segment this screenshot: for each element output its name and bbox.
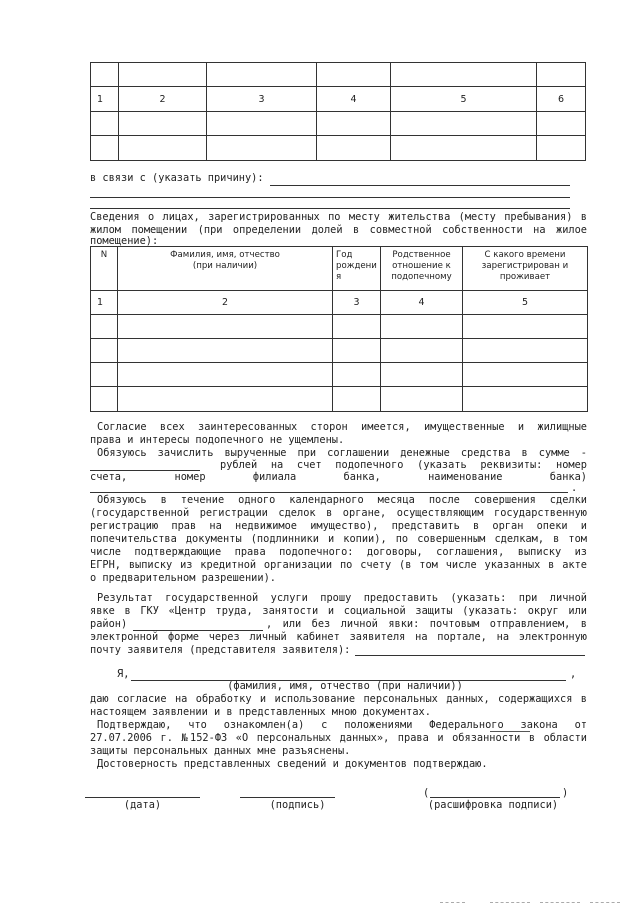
obligation1-line: счета, номер филиала банка, наименование банка): [90, 471, 587, 483]
header-since: С какого времени зарегистрирован и проживает: [463, 247, 588, 291]
registered-cell: [333, 315, 381, 339]
top-table-cell: [537, 112, 586, 136]
registered-cell: [381, 315, 463, 339]
scan-artifact: [440, 902, 465, 903]
top-table-cell: [317, 112, 391, 136]
registered-cell: [463, 363, 588, 387]
registered-cell: [381, 387, 463, 412]
result-line: , или без личной явки: почтовым отправлением, в: [266, 618, 587, 630]
top-table-cell: [207, 63, 317, 87]
registered-line: помещение):: [90, 235, 159, 247]
obligation1-end: .: [571, 482, 578, 494]
decoding-close: ): [562, 787, 569, 799]
confirm-line: защиты персональных данных мне разъяснены.: [90, 745, 351, 757]
signature-caption: (подпись): [269, 799, 326, 811]
top-table-cell: [119, 136, 207, 161]
top-table-col-number: 1: [91, 87, 119, 112]
obligation2-line: (государственной регистрации сделок в органе, осуществляющим государственную: [90, 507, 587, 519]
top-table-cell: [391, 112, 537, 136]
top-table-cell: [537, 63, 586, 87]
consent-line: Согласие всех заинтересованных сторон имеется, имущественные и жилищные: [97, 421, 587, 433]
top-table-cell: [391, 63, 537, 87]
registered-col-number: 1: [91, 291, 118, 315]
registered-cell: [118, 339, 333, 363]
obligation1-line: рублей на счет подопечного (указать реквизиты: номер: [220, 459, 587, 471]
consent-line: права и интересы подопечного не ущемлены.: [90, 434, 345, 446]
personal-ya: Я,: [117, 668, 130, 680]
top-table-cell: [391, 136, 537, 161]
header-relation: Родственное отношение к подопечному: [381, 247, 463, 291]
top-table-col-number: 5: [391, 87, 537, 112]
result-line: почту заявителя (представителя заявителя):: [90, 644, 351, 656]
registered-cell: [91, 363, 118, 387]
result-line: район): [90, 618, 128, 630]
header-year: Год рождени я: [333, 247, 381, 291]
registered-line: жилом помещении (при определении долей в совместной собственности на жилое: [90, 224, 587, 236]
top-table: [90, 62, 586, 161]
top-table-cell: [119, 112, 207, 136]
obligation2-line: Обязуюсь в течение одного календарного месяца после совершения сделки: [97, 494, 587, 506]
obligation2-line: попечительства документы (подлинники и копии), по совершенным сделкам, в том: [90, 533, 587, 545]
registered-cell: [91, 339, 118, 363]
registered-table: [90, 246, 588, 412]
fullname-caption: (фамилия, имя, отчество (при наличии)): [227, 680, 463, 692]
registered-cell: [333, 363, 381, 387]
decoding-caption: (расшифровка подписи): [427, 799, 559, 811]
registered-col-number: 3: [333, 291, 381, 315]
scan-artifact: [540, 902, 580, 903]
obligation2-line: регистрацию прав на недвижимое имущество), представить в орган опеки и: [90, 520, 587, 532]
top-table-cell: [207, 112, 317, 136]
reason-field[interactable]: [270, 185, 570, 186]
header-fio: Фамилия, имя, отчество (при наличии): [118, 247, 333, 291]
registered-cell: [381, 363, 463, 387]
top-table-cell: [537, 136, 586, 161]
registered-cell: [463, 339, 588, 363]
top-table-cell: [91, 136, 119, 161]
top-table-col-number: 3: [207, 87, 317, 112]
top-table-col-number: 6: [537, 87, 586, 112]
confirm-line: 27.07.2006 г. №152-ФЗ «О персональных данных», права и обязанности в области: [90, 732, 587, 744]
reason-label: в связи с (указать причину):: [90, 172, 264, 184]
obligation2-line: числе подтверждающие права подопечного: договоры, соглашения, выписку из: [90, 546, 587, 558]
decoding-open: (: [423, 787, 430, 799]
obligation2-line: ЕГРН, выписку из кредитной организации по счету (в том числе указанных в акте: [90, 559, 587, 571]
top-table-cell: [119, 63, 207, 87]
reason-field-line[interactable]: [90, 208, 570, 209]
registered-cell: [463, 387, 588, 412]
obligation2-line: о предварительном разрешении).: [90, 572, 276, 584]
registered-cell: [118, 363, 333, 387]
date-field[interactable]: [85, 797, 200, 798]
registered-cell: [333, 339, 381, 363]
decoding-field[interactable]: [430, 797, 560, 798]
personal-line: даю согласие на обработку и использование персональных данных, содержащихся в: [90, 693, 587, 705]
top-table-cell: [91, 63, 119, 87]
registered-col-number: 2: [118, 291, 333, 315]
obligation1-line: Обязуюсь зачислить вырученные при соглашении денежные средства в сумме -: [97, 447, 587, 459]
top-table-col-number: 4: [317, 87, 391, 112]
personal-line: настоящем заявлении и в представленных мною документах.: [90, 706, 431, 718]
top-table-col-number: 2: [119, 87, 207, 112]
registered-col-number: 5: [463, 291, 588, 315]
top-table-cell: [317, 63, 391, 87]
registered-cell: [91, 387, 118, 412]
registered-cell: [381, 339, 463, 363]
scan-artifact: [590, 902, 620, 903]
result-line: явке в ГКУ «Центр труда, занятости и социальной защиты (указать: округ или: [90, 605, 587, 617]
registered-cell: [333, 387, 381, 412]
result-line: электронной форме через личный кабинет заявителя на портале, на электронную: [90, 631, 587, 643]
confirm-line: Подтверждаю, что ознакомлен(а) с положениями Федерального закона от: [97, 719, 587, 731]
top-table-cell: [317, 136, 391, 161]
email-field[interactable]: [355, 655, 585, 656]
bank-details-field[interactable]: [90, 492, 568, 493]
registered-line: Сведения о лицах, зарегистрированных по месту жительства (месту пребывания) в: [90, 211, 587, 223]
signature-field[interactable]: [240, 797, 335, 798]
date-caption: (дата): [123, 799, 162, 811]
accuracy-statement: Достоверность представленных сведений и документов подтверждаю.: [97, 758, 488, 770]
header-n: N: [91, 247, 118, 291]
registered-cell: [118, 387, 333, 412]
reason-field-line[interactable]: [90, 197, 570, 198]
top-table-cell: [207, 136, 317, 161]
scan-artifact: [490, 902, 530, 903]
top-table-cell: [91, 112, 119, 136]
registered-col-number: 4: [381, 291, 463, 315]
registered-cell: [463, 315, 588, 339]
personal-comma: ,: [570, 668, 577, 680]
registered-cell: [118, 315, 333, 339]
registered-cell: [91, 315, 118, 339]
result-line: Результат государственной услуги прошу предоставить (указать: при личной: [97, 592, 587, 604]
